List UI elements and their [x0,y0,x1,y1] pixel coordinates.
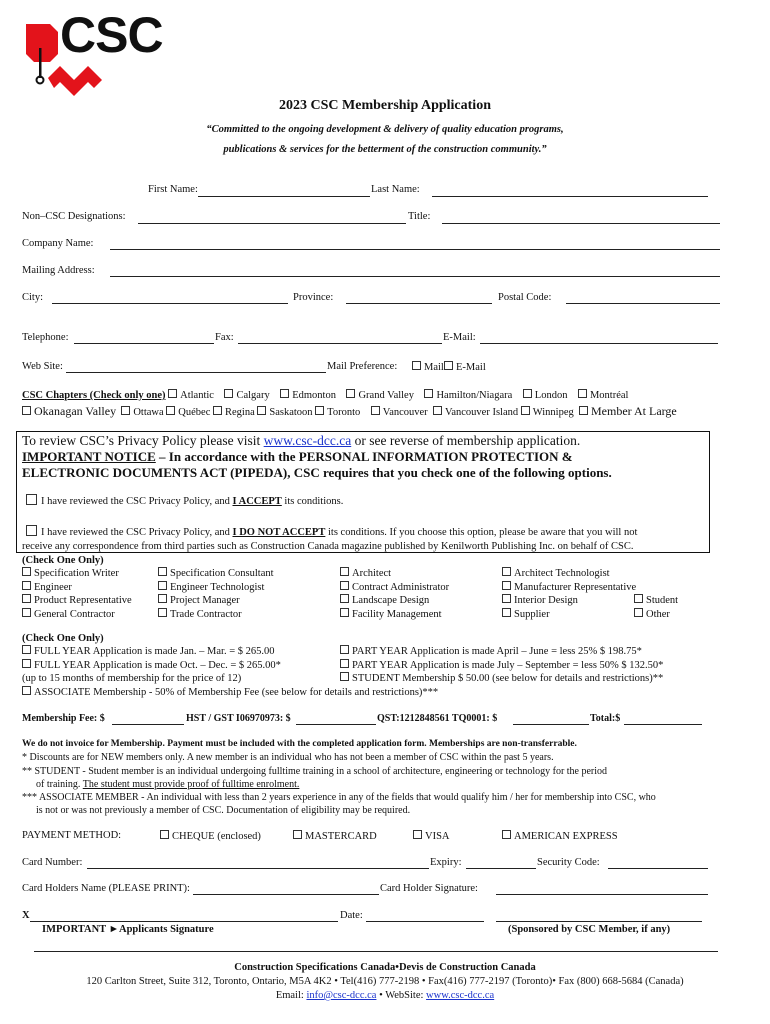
privacy-accept-option[interactable]: I have reviewed the CSC Privacy Policy, and I ACCEPT its conditions. [26,494,343,507]
mail-checkbox[interactable] [412,361,421,370]
website-field[interactable] [66,372,326,373]
chapters-row-2 [22,404,677,419]
chapter-ottawa[interactable]: Ottawa [121,407,163,418]
membership-student[interactable]: STUDENT Membership $ 50.00 (see below for details and restrictions)** [340,672,663,686]
footer-divider [34,951,718,952]
occupation-col-2 [158,567,274,621]
website-label: Web Site: [22,361,63,372]
tagline-line-2: publications & services for the betterment of the construction community.” [223,144,547,155]
membership-fee-label: Membership Fee: $ [22,713,105,724]
chapter-vancouver[interactable]: Vancouver [371,407,428,418]
page-title: 2023 CSC Membership Application [279,98,491,113]
student-note-2: of training. The student must provide proof of fulltime enrolment. [36,779,300,790]
chapter-london[interactable]: London [523,390,568,401]
hst-label: HST / GST I06970973: $ [186,713,291,724]
chapter-hamilton[interactable]: Hamilton/Niagara [424,390,512,401]
footer-contact: Email: info@csc-dcc.ca • WebSite: www.csc-dcc.ca [275,990,495,1001]
total-field[interactable] [624,724,702,725]
province-label: Province: [293,292,334,303]
privacy-link[interactable]: www.csc-dcc.ca [263,433,352,448]
title-label: Title: [408,211,431,222]
privacy-decline-option[interactable]: I have reviewed the CSC Privacy Policy, and I DO NOT ACCEPT its conditions. If you choose this option, please be aware that you will not [26,525,637,538]
payment-visa[interactable]: VISA [413,830,450,842]
applicant-signature-field[interactable] [30,921,338,922]
sponsor-field[interactable] [496,921,702,922]
decline-checkbox[interactable] [26,525,37,536]
card-holder-signature-label: Card Holder Signature: [380,883,478,894]
occ-manufacturer-rep[interactable]: Manufacturer Representative [502,581,636,595]
occ-supplier[interactable]: Supplier [502,608,636,622]
logo-text: CSC [60,7,163,63]
occ-eng-technologist[interactable]: Engineer Technologist [158,581,274,595]
membership-fee-field[interactable] [112,724,184,725]
occ-student[interactable]: Student [634,594,678,608]
qst-field[interactable] [513,724,589,725]
occ-arch-technologist[interactable]: Architect Technologist [502,567,636,581]
occupation-col-1 [22,567,132,621]
company-field[interactable] [110,249,720,250]
chapter-quebec[interactable]: Québec [166,407,210,418]
occupation-heading: (Check One Only) [22,555,104,566]
card-holder-name-label: Card Holders Name (PLEASE PRINT): [22,883,190,894]
postal-label: Postal Code: [498,292,552,303]
occ-trade-contractor[interactable]: Trade Contractor [158,608,274,622]
occ-general-contractor[interactable]: General Contractor [22,608,132,622]
email-option-label: E-Mail [456,362,486,373]
student-note-1: ** STUDENT - Student member is an individual undergoing fulltime training in a school of architecture, engineering or technology for the period [22,766,608,777]
chapter-grand-valley[interactable]: Grand Valley [346,390,414,401]
privacy-line-1: To review CSC’s Privacy Policy please visit www.csc-dcc.ca or see reverse of membership application. [22,433,581,448]
payment-cheque[interactable]: CHEQUE (enclosed) [160,830,261,842]
invoice-note: We do not invoice for Membership. Payment must be included with the completed application form. Memberships are non-transferrable. [22,739,577,749]
card-number-field[interactable] [87,868,429,869]
designations-label: Non–CSC Designations: [22,211,126,222]
chapter-calgary[interactable]: Calgary [224,390,269,401]
occ-facility[interactable]: Facility Management [340,608,449,622]
expiry-field[interactable] [466,868,536,869]
email-label: E-Mail: [443,332,476,343]
email-checkbox[interactable] [444,361,453,370]
occ-project-manager[interactable]: Project Manager [158,594,274,608]
chapter-regina[interactable]: Regina [213,407,255,418]
occupation-col-3 [340,567,449,621]
city-field[interactable] [52,303,288,304]
fax-label: Fax: [215,332,234,343]
qst-label: QST:1212848561 TQ0001: $ [377,713,498,724]
date-label: Date: [340,910,363,921]
designations-field[interactable] [138,223,406,224]
payment-amex[interactable]: AMERICAN EXPRESS [502,830,618,842]
telephone-label: Telephone: [22,332,69,343]
hst-field[interactable] [296,724,376,725]
chapter-edmonton[interactable]: Edmonton [280,390,336,401]
mailing-field[interactable] [110,276,720,277]
card-number-label: Card Number: [22,857,83,868]
chapter-saskatoon[interactable]: Saskatoon [257,407,312,418]
membership-right [340,645,663,686]
privacy-notice-line-2: ELECTRONIC DOCUMENTS ACT (PIPEDA), CSC requires that you check one of the following options. [22,465,612,480]
mail-option-label: Mail [424,362,444,373]
occ-engineer[interactable]: Engineer [22,581,132,595]
expiry-label: Expiry: [430,857,462,868]
applicant-signature-label: IMPORTANT ►Applicants Signature [42,924,214,935]
tagline-line-1: “Committed to the ongoing development & delivery of quality education programs, [206,124,564,135]
card-holder-name-field[interactable] [193,894,379,895]
chapter-vancouver-island[interactable]: Vancouver Island [433,407,518,418]
security-code-label: Security Code: [537,857,600,868]
occ-architect[interactable]: Architect [340,567,449,581]
city-label: City: [22,292,44,303]
csc-logo [22,7,182,104]
security-code-field[interactable] [608,868,708,869]
occ-specification-writer[interactable]: Specification Writer [22,567,132,581]
occupation-col-4 [502,567,636,621]
chapter-montreal[interactable]: Montréal [578,390,629,401]
title-field[interactable] [442,223,720,224]
payment-method-label: PAYMENT METHOD: [22,830,122,841]
last-name-field[interactable] [432,196,708,197]
last-name-label: Last Name: [371,184,420,195]
chapter-member-at-large[interactable]: Member At Large [579,404,677,418]
occupation-col-5 [634,594,678,621]
email-field[interactable] [480,343,718,344]
chapter-winnipeg[interactable]: Winnipeg [521,407,574,418]
associate-note-1: *** ASSOCIATE MEMBER - An individual with less than 2 years experience in any of the fields that would qualify him / her for membership into CSC, who [22,792,656,803]
sponsor-label: (Sponsored by CSC Member, if any) [508,924,671,935]
membership-part-apr-jun[interactable]: PART YEAR Application is made April – June = less 25% $ 198.75* [340,645,663,659]
chapter-toronto[interactable]: Toronto [315,407,360,418]
mail-preference-mail[interactable] [412,361,444,373]
occ-spec-consultant[interactable]: Specification Consultant [158,567,274,581]
associate-note-2: is not or was not previously a member of CSC. Documentation of eligibility may be required. [36,805,411,816]
first-name-label: First Name: [148,184,198,195]
telephone-field[interactable] [74,343,214,344]
occ-other[interactable]: Other [634,608,678,622]
privacy-decline-line-2: receive any correspondence from third parties such as Construction Canada magazine published by Kenilworth Publishing Inc. on behalf of CSC. [22,541,634,552]
footer-email-link[interactable]: info@csc-dcc.ca [306,990,377,1001]
footer-website-link[interactable]: www.csc-dcc.ca [426,990,495,1001]
payment-mastercard[interactable]: MASTERCARD [293,830,377,842]
chapter-atlantic[interactable]: Atlantic [168,390,214,401]
mail-preference-label: Mail Preference: [327,361,398,372]
membership-full-jan-mar[interactable]: FULL YEAR Application is made Jan. – Mar. = $ 265.00 [22,645,438,659]
occ-landscape[interactable]: Landscape Design [340,594,449,608]
occ-contract-admin[interactable]: Contract Administrator [340,581,449,595]
company-label: Company Name: [22,238,94,249]
province-field[interactable] [346,303,492,304]
membership-heading: (Check One Only) [22,633,104,644]
date-field[interactable] [366,921,484,922]
card-holder-signature-field[interactable] [496,894,708,895]
membership-part-jul-sep[interactable]: PART YEAR Application is made July – September = less 50% $ 132.50* [340,659,663,673]
signature-x: X [22,910,30,921]
chapters-row-1 [22,389,628,401]
occ-interior-design[interactable]: Interior Design [502,594,636,608]
footer-org: Construction Specifications Canada•Devis de Construction Canada [234,962,536,973]
membership-associate[interactable]: ASSOCIATE Membership - 50% of Membership Fee (see below for details and restrictions)*** [22,686,438,700]
postal-field[interactable] [566,303,720,304]
footer-address: 120 Carlton Street, Suite 312, Toronto, Ontario, M5A 4K2 • Tel(416) 777-2198 • Fax(416) 777-2197 (Toronto)• Fax (800) 668-5684 (Canada) [86,976,684,987]
total-label: Total:$ [590,713,621,724]
chapter-okanagan[interactable]: Okanagan Valley [22,404,116,418]
accept-checkbox[interactable] [26,494,37,505]
membership-full-oct-dec[interactable]: FULL YEAR Application is made Oct. – Dec. = $ 265.00* [22,659,438,673]
mailing-label: Mailing Address: [22,265,95,276]
membership-note: (up to 15 months of membership for the price of 12) [22,673,242,684]
mail-preference-email[interactable] [444,361,486,373]
chapters-label: CSC Chapters (Check only one) [22,390,166,401]
occ-product-rep[interactable]: Product Representative [22,594,132,608]
discount-note: * Discounts are for NEW members only. A new member is an individual who has not been a member of CSC within the past 5 years. [22,752,554,763]
privacy-notice-line-1: IMPORTANT NOTICE – In accordance with the PERSONAL INFORMATION PROTECTION & [22,449,573,464]
first-name-field[interactable] [198,196,370,197]
fax-field[interactable] [238,343,442,344]
